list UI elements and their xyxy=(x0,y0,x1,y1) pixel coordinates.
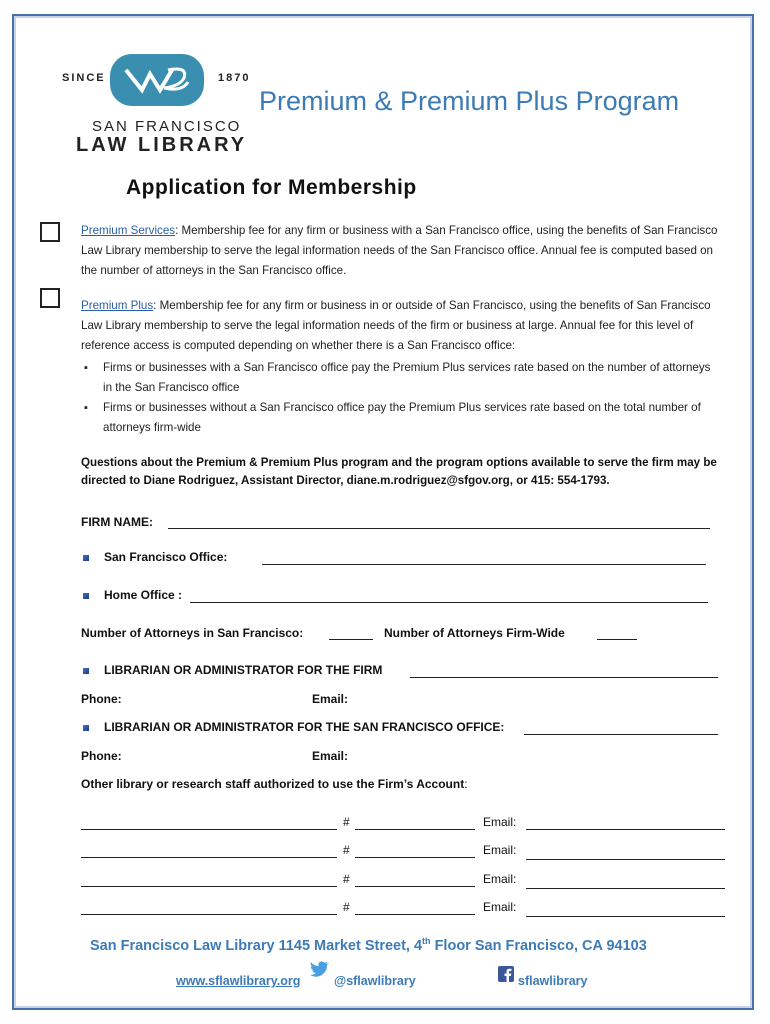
firm-name-field[interactable] xyxy=(168,528,710,529)
staff-email-label: Email: xyxy=(483,815,517,829)
premium-plus-bullet: ▪ Firms or businesses with a San Francisco office pay the Premium Plus services rate based on the number of attorneys in the San Francisco office xyxy=(81,358,721,398)
firm-name-label: FIRM NAME: xyxy=(81,515,153,529)
year-label: 1870 xyxy=(218,72,251,84)
square-bullet-icon xyxy=(83,725,89,731)
premium-services-paragraph xyxy=(81,221,721,281)
staff-number-field[interactable] xyxy=(355,829,475,830)
facebook-handle[interactable]: sflawlibrary xyxy=(518,974,588,988)
premium-services-label: Premium Services xyxy=(81,224,176,237)
staff-email-label: Email: xyxy=(483,900,517,914)
attorneys-firmwide-field[interactable] xyxy=(597,639,637,640)
staff-name-field[interactable] xyxy=(81,829,337,830)
sf-office-label: San Francisco Office: xyxy=(104,550,228,564)
square-bullet-icon xyxy=(83,555,89,561)
questions-text: Questions about the Premium & Premium Plus program and the program options available to serve the firm may be directed to Diane Rodriguez, Assistant Director, diane.m.rodriguez@sfgov.org, or 415: 554-1793. xyxy=(81,456,717,487)
staff-number-field[interactable] xyxy=(355,914,475,915)
premium-plus-bullet: ▪ Firms or businesses without a San Francisco office pay the Premium Plus services rate based on the total number of attorneys firm-wide xyxy=(81,398,721,438)
home-office-label: Home Office : xyxy=(104,588,183,602)
phone-label: Phone: xyxy=(81,692,122,706)
footer-address-part1: San Francisco Law Library 1145 Market Street, 4 xyxy=(90,937,423,954)
website-link[interactable]: www.sflawlibrary.org xyxy=(176,974,301,988)
footer-address-sup: th xyxy=(422,936,431,946)
librarian-firm-field[interactable] xyxy=(410,677,718,678)
staff-hash-label: # xyxy=(343,815,350,829)
staff-hash-label: # xyxy=(343,843,350,857)
form-title: Application for Membership xyxy=(126,176,417,199)
librarian-sf-label: LIBRARIAN OR ADMINISTRATOR FOR THE SAN FRANCISCO OFFICE: xyxy=(104,720,505,734)
premium-plus-paragraph xyxy=(81,296,721,356)
footer-address xyxy=(90,936,647,954)
other-staff-heading-text: Other library or research staff authorized to use the Firm’s Account xyxy=(81,777,465,791)
library-name-line1: SAN FRANCISCO xyxy=(92,118,242,135)
staff-email-label: Email: xyxy=(483,872,517,886)
staff-number-field[interactable] xyxy=(355,886,475,887)
staff-email-field[interactable] xyxy=(526,829,725,830)
premium-plus-checkbox[interactable] xyxy=(40,288,60,308)
twitter-icon xyxy=(310,961,330,977)
email-label: Email: xyxy=(312,692,349,706)
staff-number-field[interactable] xyxy=(355,857,475,858)
since-label: SINCE xyxy=(62,72,106,84)
premium-plus-description: : Membership fee for any firm or business in or outside of San Francisco, using the benefits of San Francisco Law Library membership to serve the legal information needs of the firm or business at large. Annual fee for this level of reference access is computed depending on whether there is a San Francisco office: xyxy=(81,299,711,352)
attorneys-sf-field[interactable] xyxy=(329,639,373,640)
law-library-logo-icon xyxy=(108,52,206,108)
page-frame xyxy=(12,14,754,1010)
staff-hash-label: # xyxy=(343,872,350,886)
premium-plus-label: Premium Plus xyxy=(81,299,154,312)
premium-services-description: : Membership fee for any firm or business with a San Francisco office, using the benefits of San Francisco Law Library membership to serve the legal information needs of the San Francisco office. Annual fee is computed based on the number of attorneys in the San Francisco office. xyxy=(81,224,718,277)
staff-email-field[interactable] xyxy=(526,916,725,917)
library-name-line2: LAW LIBRARY xyxy=(76,134,248,156)
program-title: Premium & Premium Plus Program xyxy=(259,86,680,116)
square-bullet-icon xyxy=(83,593,89,599)
librarian-sf-field[interactable] xyxy=(524,734,718,735)
staff-name-field[interactable] xyxy=(81,857,337,858)
facebook-icon xyxy=(498,966,514,982)
email-label: Email: xyxy=(312,749,349,763)
footer-address-part2: Floor San Francisco, CA 94103 xyxy=(430,937,647,954)
attorneys-sf-label: Number of Attorneys in San Francisco: xyxy=(81,626,304,640)
twitter-handle[interactable]: @sflawlibrary xyxy=(334,974,416,988)
staff-email-field[interactable] xyxy=(526,859,725,860)
other-staff-heading-colon: : xyxy=(464,777,468,791)
staff-email-label: Email: xyxy=(483,843,517,857)
librarian-firm-label: LIBRARIAN OR ADMINISTRATOR FOR THE FIRM xyxy=(104,663,383,677)
staff-email-field[interactable] xyxy=(526,888,725,889)
premium-services-checkbox[interactable] xyxy=(40,222,60,242)
other-staff-heading xyxy=(81,777,468,791)
square-bullet-icon xyxy=(83,668,89,674)
sf-office-field[interactable] xyxy=(262,564,706,565)
staff-name-field[interactable] xyxy=(81,886,337,887)
home-office-field[interactable] xyxy=(190,602,708,603)
staff-name-field[interactable] xyxy=(81,914,337,915)
premium-plus-bullet-list xyxy=(81,358,721,438)
phone-label: Phone: xyxy=(81,749,122,763)
staff-hash-label: # xyxy=(343,900,350,914)
attorneys-firmwide-label: Number of Attorneys Firm-Wide xyxy=(384,626,565,640)
